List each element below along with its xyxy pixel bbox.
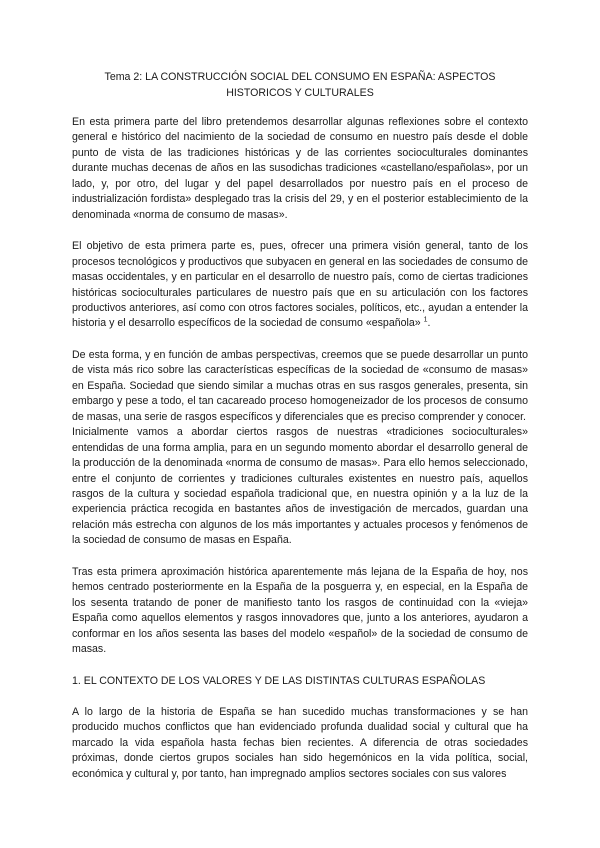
- section-heading: 1. EL CONTEXTO DE LOS VALORES Y DE LAS DISTINTAS CULTURAS ESPAÑOLAS: [72, 674, 486, 687]
- paragraph-objective: El objetivo de esta primera parte es, pues, ofrecer una primera visión general, tanto de los procesos tecnológicos y productivos que subyacen en general en las sociedades de consumo de masas occidentales, y en particular en el desarrollo de nuestro país, como de ciertas tradiciones históricas socioculturales particulares de nuestro país que en su articulación con los factores productivos anteriores, así como con otros factores sociales, políticos, etc., ayudan a entender la historia y el desarrollo específicos de la sociedad de consumo «española» $^1$.: [72, 240, 528, 330]
- paragraph-intro: En esta primera parte del libro pretendemos desarrollar algunas reflexiones sobre el contexto general e histórico del nacimiento de la sociedad de consumo en nuestro país desde el doble punto de vista de las tradiciones históricas y de las corrientes socioculturales dominantes durante muchas decenas de años en las susodichas tradiciones «castellano/españolas», por un lado, y, por otro, del lugar y del papel desarrollados por nuestro país en el proceso de industrialización fordista» desplegado tras la crisis del 29, y en el posterior establecimiento de la denominada «norma de consumo de masas».: [72, 116, 528, 221]
- paragraph-postwar: Tras esta primera aproximación histórica aparentemente más lejana de la España de hoy, nos hemos centrado posteriormente en la España de la posguerra y, en especial, en la España de los sesenta tratando de poner de manifiesto tanto los rasgos de continuidad con la «vieja» España como aquellos elementos y rasgos innovadores que, junto a los anteriores, ayudaron a conformar en los años sesenta las bases del modelo «español» de la sociedad de consumo de masas.: [72, 565, 528, 656]
- paragraph-objective-text: El objetivo de esta primera parte es, pues, ofrecer una primera visión general, tanto de los procesos tecnológicos y productivos que subyacen en general en las sociedades de consumo de masas occidentales, y en particular en el desarrollo de nuestro país, como de ciertas tradiciones históricas socioculturales particulares de nuestro país que en su articulación con los factores productivos anteriores, así como con otros factores sociales, políticos, etc., ayudan a entender la historia y el desarrollo específicos de la sociedad de consumo «española»: [72, 240, 528, 330]
- document-title: Tema 2: LA CONSTRUCCIÓN SOCIAL DEL CONSUMO EN ESPAÑA: ASPECTOS HISTORICOS Y CULTURALES: [104, 71, 496, 99]
- footnote-marker[interactable]: 1: [423, 316, 428, 324]
- paragraph-perspectives: De esta forma, y en función de ambas perspectivas, creemos que se puede desarrollar un punto de vista más rico sobre las características específicas de la sociedad de «consumo de masas» en España. Sociedad que siendo similar a muchas otras en sus rasgos generales, presenta, sin embargo y pese a todo, el tan cacareado proceso homogeneizador de los procesos de consumo de masas, una serie de rasgos específicos y diferenciales que es preciso comprender y conocer.: [72, 348, 528, 423]
- paragraph-history: A lo largo de la historia de España se han sucedido muchas transformaciones y se han producido muchos conflictos que han evidenciado profunda dualidad social y cultural que ha marcado la vida española hasta fechas bien recientes. A diferencia de otras sociedades próximas, donde ciertos grupos sociales han sido hegemónicos en la vida política, social, económica y cultural y, por tanto, han impregnado amplios sectores sociales con sus valores: [72, 706, 528, 780]
- paragraph-initial-approach: Inicialmente vamos a abordar ciertos rasgos de nuestras «tradiciones socioculturales» entendidas de una forma amplia, para en un segundo momento abordar el desarrollo general de la producción de la denominada «norma de consumo de masas». Para ello hemos seleccionado, entre el conjunto de corrientes y tradiciones culturales existentes en nuestro país, aquellos rasgos de la cultura y sociedad española tradicional que, en nuestra opinión y a la luz de la experiencia práctica recogida en bastantes años de investigación de mercados, guardan una relación más estrecha con algunos de los más importantes y actuales procesos y fenómenos de la sociedad de consumo de masas en España.: [72, 426, 528, 547]
- document-page: [72, 70, 528, 798]
